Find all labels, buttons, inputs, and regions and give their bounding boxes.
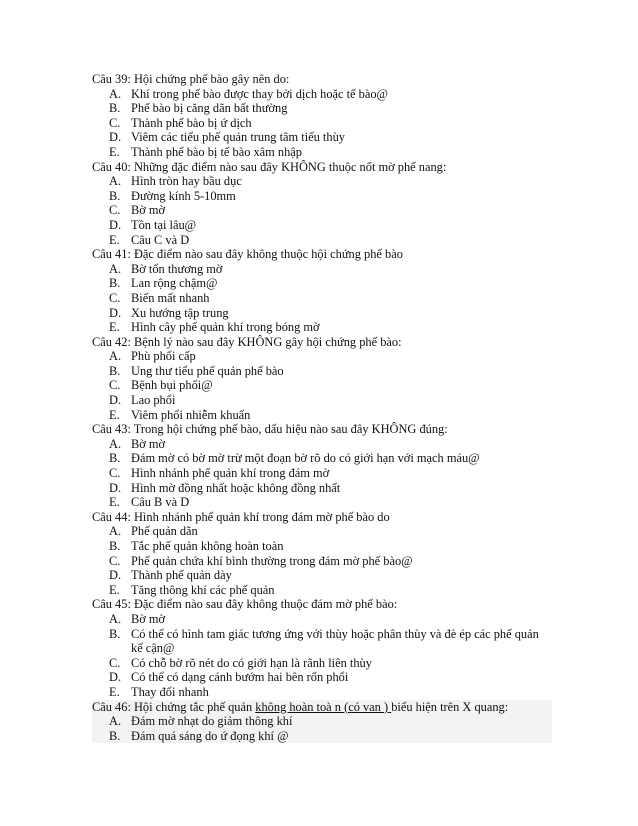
option-text: Lan rộng chậm@ <box>131 276 218 291</box>
option-item <box>92 291 552 306</box>
question-title: Câu 45: Đặc điểm nào sau đây không thuộc đám mờ phế bào: <box>92 597 398 612</box>
option-item <box>92 349 552 364</box>
option-item <box>92 481 552 496</box>
question-title: Câu 41: Đặc điểm nào sau đây không thuộc hội chứng phế bào <box>92 247 403 262</box>
option-text: Bờ mờ <box>131 611 166 626</box>
option-letter: A. <box>109 261 122 276</box>
question-title-prefix: Câu 46: Hội chứng tắc phế quản <box>92 699 256 714</box>
question-46 <box>92 700 552 744</box>
option-item <box>92 393 552 408</box>
option-text: Phế bào bị căng dãn bất thường <box>131 101 288 116</box>
option-item <box>92 729 552 744</box>
question-block <box>92 335 552 423</box>
option-letter: B. <box>109 451 121 466</box>
option-item <box>92 524 552 539</box>
option-list <box>92 524 552 597</box>
option-text: Tồn tại lâu@ <box>131 217 197 232</box>
option-text: Ung thư tiểu phế quản phế bào <box>131 363 284 378</box>
option-item <box>92 656 552 671</box>
option-letter: D. <box>109 480 122 495</box>
option-item <box>92 276 552 291</box>
option-list <box>92 262 552 335</box>
option-text: Xu hướng tập trung <box>131 305 229 320</box>
option-text: Viêm phổi nhiễm khuẩn <box>131 407 251 422</box>
option-item <box>92 320 552 335</box>
option-letter: D. <box>109 305 122 320</box>
option-item <box>92 685 552 700</box>
option-text: Câu C và D <box>131 232 190 247</box>
option-text: Tăng thông khí các phế quản <box>131 582 275 597</box>
option-text: Lao phổi <box>131 393 176 408</box>
question-block <box>92 510 552 598</box>
option-list <box>92 714 552 743</box>
option-item <box>92 218 552 233</box>
option-item <box>92 233 552 248</box>
option-item <box>92 554 552 569</box>
option-item <box>92 583 552 598</box>
question-block <box>92 72 552 160</box>
option-text: Bệnh bụi phổi@ <box>131 378 213 393</box>
option-letter: E. <box>109 582 120 597</box>
option-item <box>92 145 552 160</box>
option-list <box>92 174 552 247</box>
option-text: Khí trong phế bào được thay bởi dịch hoặc tế bào@ <box>131 86 388 101</box>
option-text: Đám mờ nhạt do giảm thông khí <box>131 714 293 729</box>
option-list <box>92 437 552 510</box>
option-text: Biến mất nhanh <box>131 290 210 305</box>
option-letter: E. <box>109 407 120 422</box>
option-item <box>92 101 552 116</box>
option-letter: E. <box>109 684 120 699</box>
option-item <box>92 451 552 466</box>
option-item <box>92 189 552 204</box>
option-letter: B. <box>109 539 121 553</box>
option-item <box>92 670 552 685</box>
option-letter: D. <box>109 670 122 685</box>
question-title <box>92 700 552 715</box>
option-list <box>92 349 552 422</box>
option-text: Có chỗ bờ rõ nét do có giới hạn là rãnh liên thùy <box>131 655 372 670</box>
option-text: Đám quá sáng do ứ đọng khí @ <box>131 728 289 743</box>
option-letter: B. <box>109 101 121 116</box>
option-letter: D. <box>109 130 122 145</box>
option-text: Đám mờ có bờ mờ trừ một đoạn bờ rõ do có giới hạn với mạch máu@ <box>131 451 480 466</box>
option-list <box>92 612 552 700</box>
option-item <box>92 203 552 218</box>
option-letter: B. <box>109 363 121 378</box>
option-text: Hình cây phế quản khí trong bóng mờ <box>131 320 320 335</box>
option-letter: E. <box>109 232 120 247</box>
question-block <box>92 247 552 335</box>
option-letter: D. <box>109 217 122 232</box>
option-text: Hình tròn hay bầu dục <box>131 174 242 189</box>
option-letter: B. <box>109 276 121 291</box>
question-block <box>92 160 552 248</box>
option-letter: A. <box>109 349 122 364</box>
option-letter: D. <box>109 393 122 408</box>
option-text: Thành phế quản dày <box>131 568 232 583</box>
option-item <box>92 495 552 510</box>
option-text: Có thể có dạng cánh bướm hai bên rốn phổi <box>131 670 349 685</box>
question-title-suffix: biểu hiện trên X quang: <box>391 699 509 714</box>
option-letter: C. <box>109 115 121 130</box>
option-item <box>92 568 552 583</box>
document-page <box>92 72 552 743</box>
option-letter: A. <box>109 86 122 101</box>
option-item <box>92 262 552 277</box>
option-text: Phế quản dãn <box>131 524 198 539</box>
option-letter: A. <box>109 436 122 451</box>
question-title: Câu 43: Trong hội chứng phế bào, dấu hiệu nào sau đây KHÔNG đúng: <box>92 422 448 437</box>
option-text: Bờ mờ <box>131 203 166 218</box>
option-letter: D. <box>109 568 122 583</box>
option-text: Đường kính 5-10mm <box>131 188 236 203</box>
option-letter: A. <box>109 714 122 729</box>
option-text: Phế quản chứa khí bình thường trong đám mờ phế bào@ <box>131 553 413 568</box>
option-text: Câu B và D <box>131 495 190 510</box>
option-item <box>92 612 552 627</box>
option-item <box>92 714 552 729</box>
option-item <box>92 364 552 379</box>
option-letter: C. <box>109 553 121 568</box>
option-letter: E. <box>109 320 120 335</box>
question-title: Câu 42: Bệnh lý nào sau đây KHÔNG gây hội chứng phế bào: <box>92 334 402 349</box>
option-letter: C. <box>109 655 121 670</box>
option-letter: C. <box>109 203 121 218</box>
option-text: Thay đổi nhanh <box>131 684 209 699</box>
option-item <box>92 130 552 145</box>
question-block <box>92 597 552 699</box>
option-item <box>92 116 552 131</box>
option-letter: C. <box>109 466 121 481</box>
option-item <box>92 466 552 481</box>
option-item <box>92 87 552 102</box>
option-item <box>92 174 552 189</box>
option-list <box>92 87 552 160</box>
option-letter: A. <box>109 524 122 539</box>
question-title-underlined: không hoàn toà n (có van ) <box>255 699 392 714</box>
question-title: Câu 44: Hình nhánh phế quản khí trong đám mờ phế bào do <box>92 509 390 524</box>
question-title: Câu 40: Những đặc điểm nào sau đây KHÔNG thuộc nốt mờ phế nang: <box>92 159 447 174</box>
option-text: Phù phổi cấp <box>131 349 196 364</box>
option-letter: B. <box>109 626 121 641</box>
option-text: Viêm các tiểu phế quản trung tâm tiểu thùy <box>131 130 345 145</box>
option-letter: B. <box>109 188 121 203</box>
question-block <box>92 422 552 510</box>
option-text: Hình nhánh phế quản khí trong đám mờ <box>131 466 330 481</box>
option-letter: A. <box>109 174 122 189</box>
option-item <box>92 306 552 321</box>
option-text: Tắc phế quản không hoàn toàn <box>131 539 284 553</box>
option-letter: C. <box>109 378 121 393</box>
option-item <box>92 408 552 423</box>
option-letter: E. <box>109 495 120 510</box>
option-letter: A. <box>109 611 122 626</box>
option-item <box>92 539 552 554</box>
option-letter: E. <box>109 144 120 159</box>
option-text: Có thể có hình tam giác tương ứng với thùy hoặc phân thùy và đè ép các phế quản kế cận@ <box>131 626 539 656</box>
option-letter: B. <box>109 728 121 743</box>
option-letter: C. <box>109 290 121 305</box>
option-text: Hình mờ đồng nhất hoặc không đồng nhất <box>131 480 341 495</box>
option-text: Thành phế bào bị tế bào xâm nhập <box>131 144 303 159</box>
option-item <box>92 437 552 452</box>
option-text: Thành phế bào bị ứ dịch <box>131 115 252 130</box>
question-list <box>92 72 552 700</box>
option-text: Bờ tổn thương mờ <box>131 261 223 276</box>
question-title: Câu 39: Hội chứng phế bào gây nên do: <box>92 72 290 86</box>
option-item <box>92 627 552 656</box>
option-text: Bờ mờ <box>131 436 166 451</box>
option-item <box>92 378 552 393</box>
